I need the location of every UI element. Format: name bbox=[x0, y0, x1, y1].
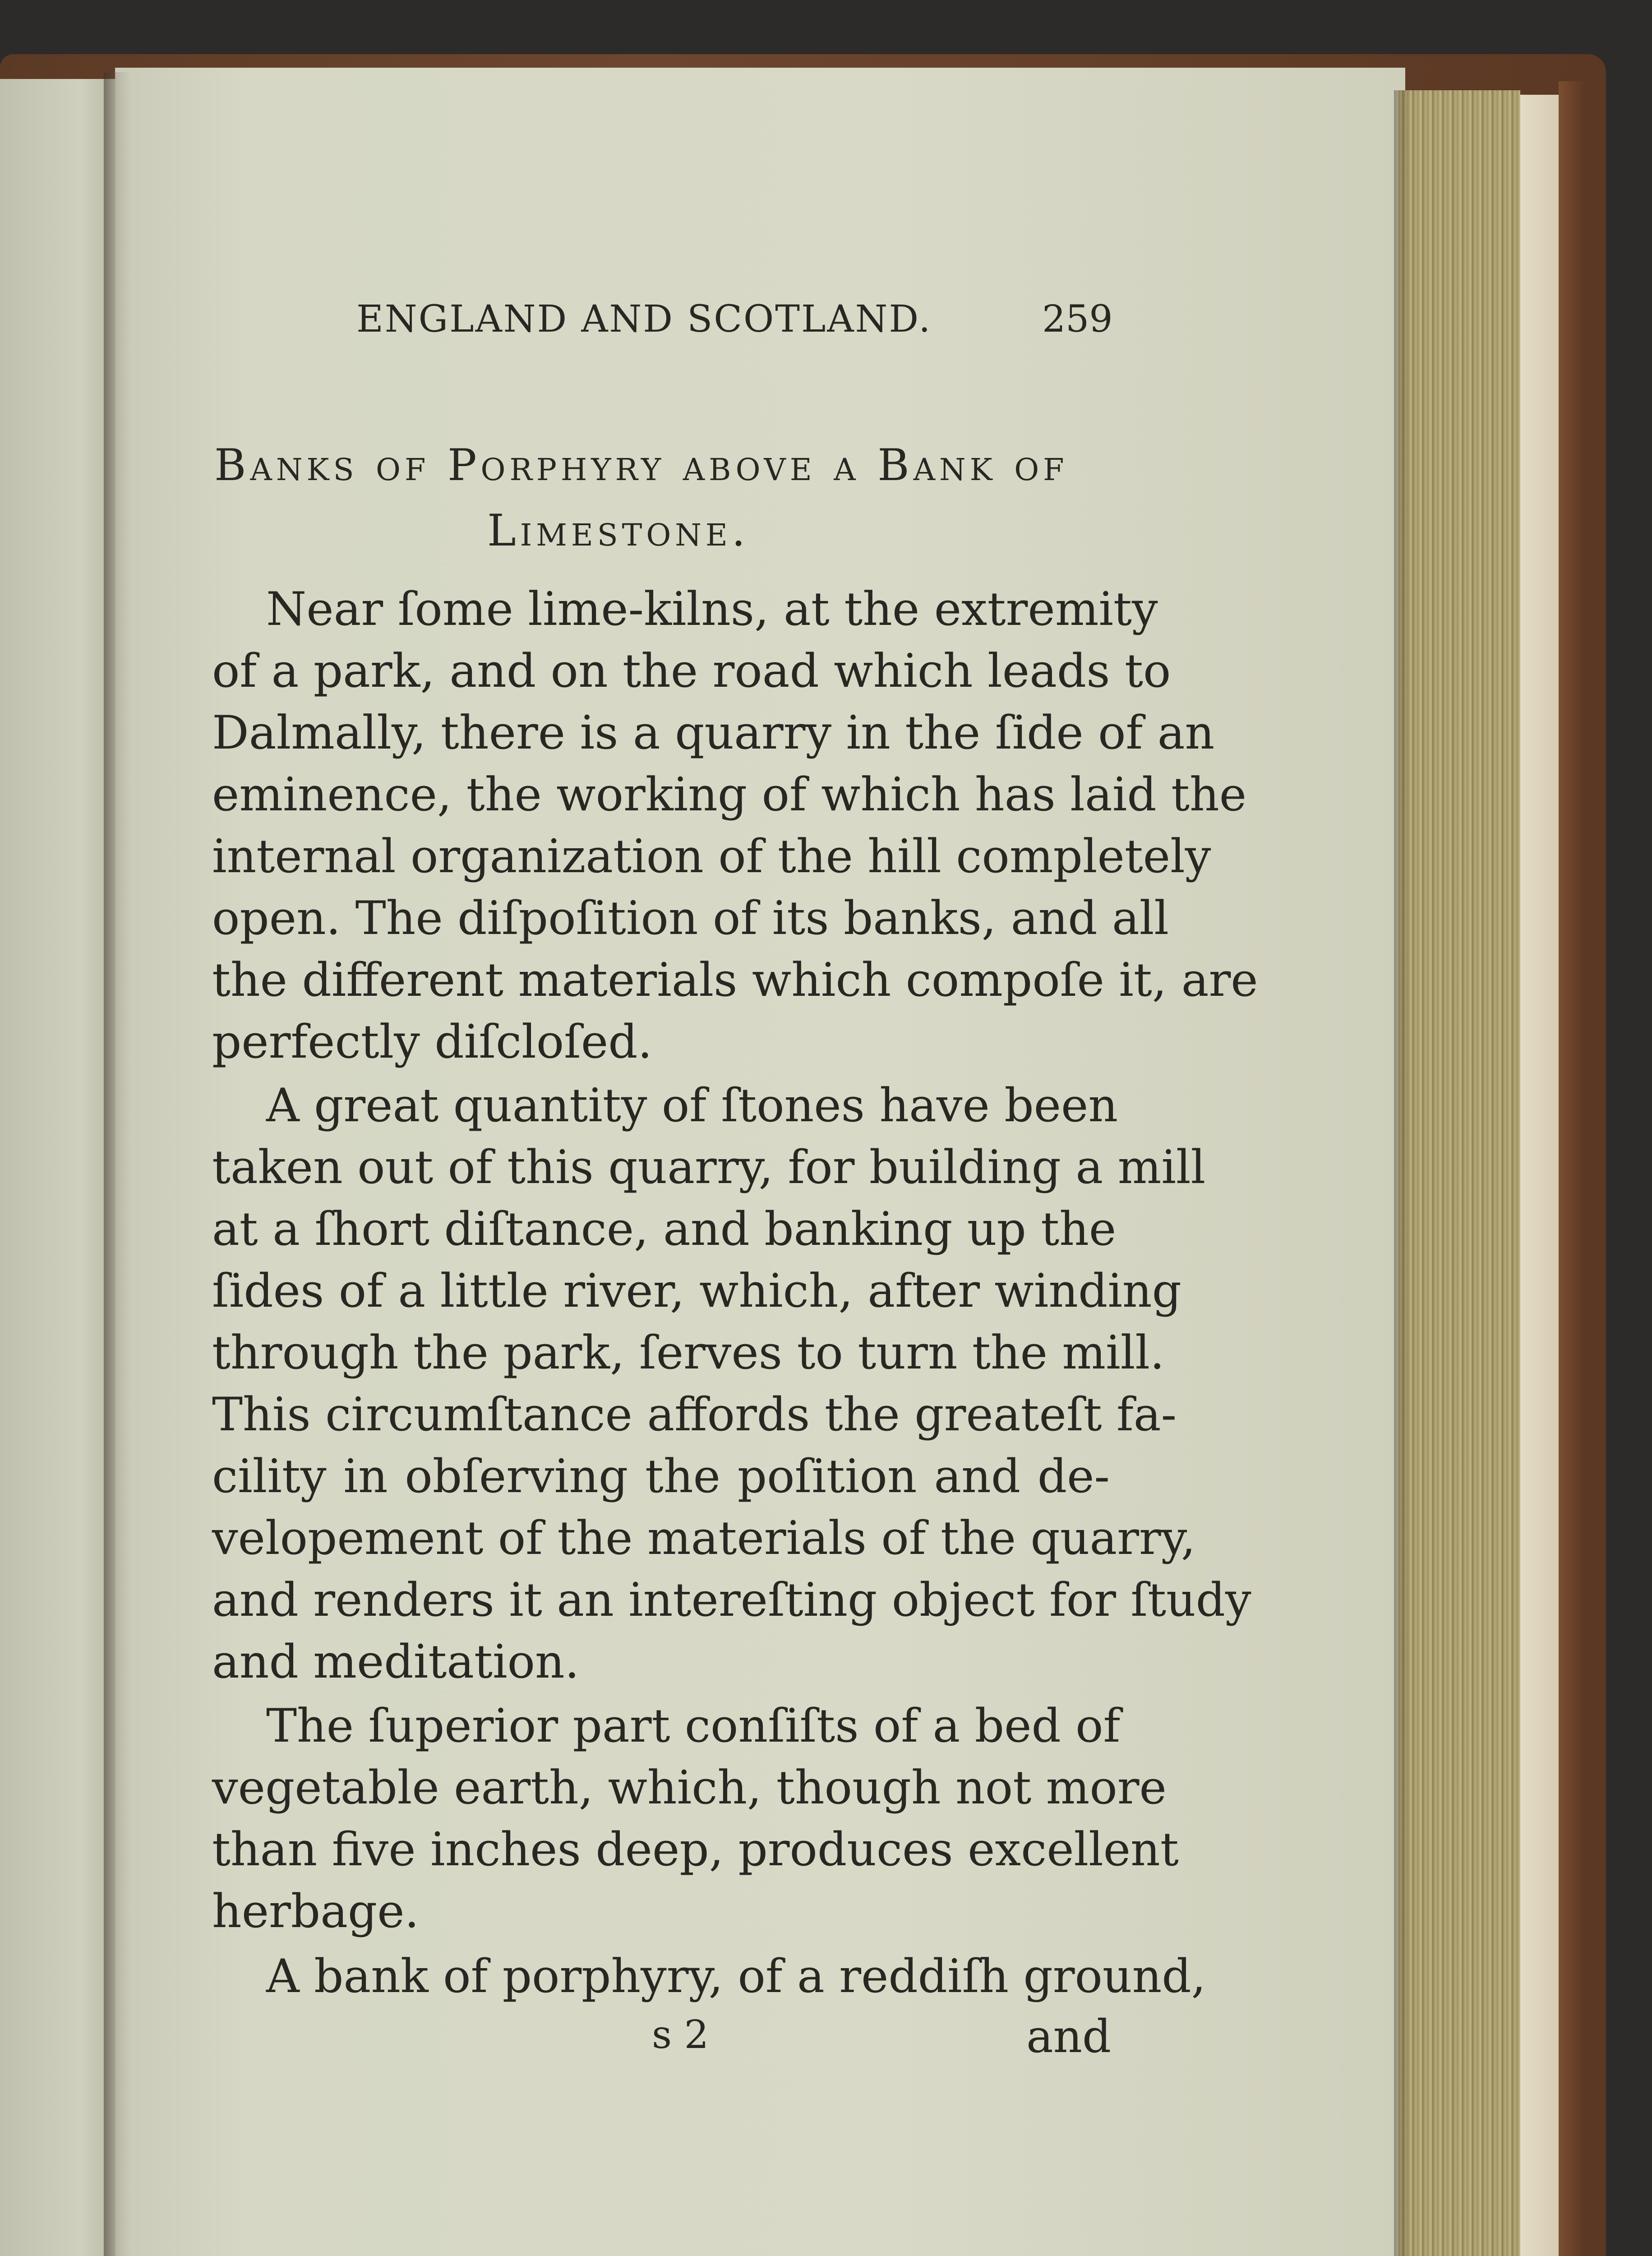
body-line: internal organization of the hill completely bbox=[212, 830, 1211, 883]
running-head: ENGLAND AND SCOTLAND. bbox=[356, 298, 932, 341]
body-line: This circumſtance affords the greateſt fa- bbox=[212, 1388, 1177, 1442]
catchword: and bbox=[1026, 2010, 1112, 2063]
signature-mark: s 2 bbox=[652, 2012, 709, 2057]
body-line: A bank of porphyry, of a reddiſh ground, bbox=[266, 1950, 1206, 2003]
page-number: 259 bbox=[1042, 298, 1113, 341]
body-line: taken out of this quarry, for building a mill bbox=[212, 1141, 1206, 1194]
body-line: cility in obſerving the poſition and de- bbox=[212, 1450, 1110, 1503]
body-line: The ſuperior part conſiſts of a bed of bbox=[266, 1699, 1121, 1753]
left-page-edge bbox=[0, 79, 115, 2256]
body-line: and meditation. bbox=[212, 1635, 580, 1689]
body-line: through the park, ſerves to turn the mill. bbox=[212, 1326, 1165, 1380]
body-line: perfectly diſcloſed. bbox=[212, 1015, 652, 1069]
body-line: A great quantity of ſtones have been bbox=[266, 1079, 1118, 1133]
book-gutter bbox=[104, 72, 131, 2256]
section-heading-line-1: Banks of Porphyry above a Bank of bbox=[214, 440, 1068, 490]
body-line: Near ſome lime-kilns, at the extremity bbox=[266, 582, 1158, 636]
page-edges-shadow bbox=[1394, 90, 1412, 2256]
body-line: ſides of a little river, which, after winding bbox=[212, 1264, 1181, 1318]
fore-edge bbox=[1520, 95, 1559, 2256]
body-line: herbage. bbox=[212, 1885, 419, 1938]
body-line: than five inches deep, produces excellent bbox=[212, 1823, 1179, 1877]
body-line: the different materials which compoſe it, are bbox=[212, 953, 1258, 1007]
body-line: velopement of the materials of the quarry, bbox=[212, 1512, 1196, 1565]
body-line: vegetable earth, which, though not more bbox=[212, 1761, 1167, 1815]
body-line: eminence, the working of which has laid the bbox=[212, 768, 1247, 822]
page-edges bbox=[1398, 90, 1520, 2256]
body-line: open. The diſpoſition of its banks, and all bbox=[212, 892, 1169, 945]
body-line: and renders it an intereſting object for ſtudy bbox=[212, 1573, 1251, 1627]
body-line: Dalmally, there is a quarry in the ſide of an bbox=[212, 706, 1215, 760]
body-line: at a ſhort diſtance, and banking up the bbox=[212, 1202, 1117, 1256]
body-line: of a park, and on the road which leads to bbox=[212, 644, 1171, 698]
binding-edge bbox=[1559, 81, 1586, 2256]
section-heading-line-2: Limestone. bbox=[487, 505, 750, 556]
